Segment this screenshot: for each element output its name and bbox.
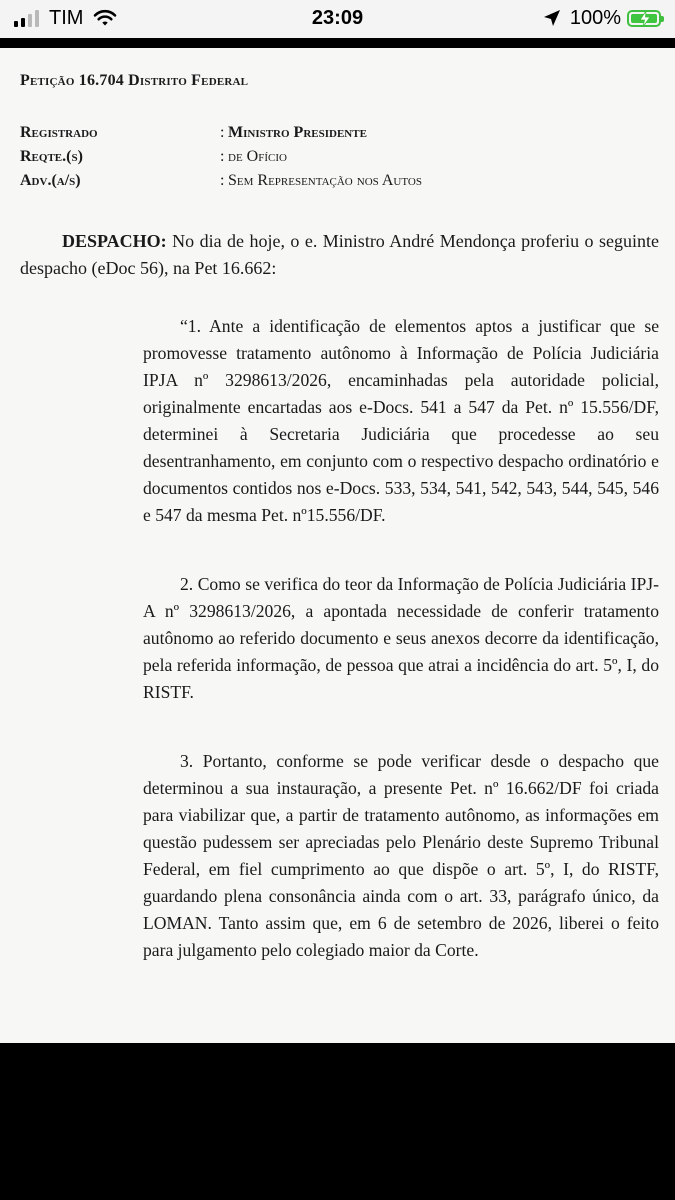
document-title: Petição 16.704 Distrito Federal [20, 72, 249, 89]
despacho-paragraph [20, 228, 659, 282]
party-value: Ministro Presidente [228, 124, 367, 141]
party-label: Registrado [20, 124, 98, 141]
party-value: Sem Representação nos Autos [228, 172, 422, 189]
battery-percent: 100% [569, 7, 621, 29]
quote-paragraph-2: 2. Como se verifica do teor da Informação de Polícia Judiciária IPJ-A nº 3298613/2026, a apontada necessidade de conferir tratamento autônomo ao referido documento e seus anexos decorre da identificação, pela referida informação, de pessoa que atrai a incidência do art. 5º, I, do RISTF. [143, 574, 659, 702]
document-page [0, 48, 675, 1043]
party-colon: : [220, 124, 225, 141]
status-right [542, 7, 661, 29]
quote-paragraph-3: 3. Portanto, conforme se pode verificar desde o despacho que determinou a sua instauração, a presente Pet. nº 16.662/DF foi criada para viabilizar que, a partir de tratamento autônomo, as informações em questão pudessem ser apreciadas pelo Plenário deste Supremo Tribunal Federal, em fiel cumprimento ao que dispõe o art. 5º, I, do RISTF, guardando plena consonância ainda com o art. 33, parágrafo único, da LOMAN. Tanto assim que, em 6 de setembro de 2026, liberei o feito para julgamento pelo colegiado maior da Corte. [143, 751, 659, 960]
location-arrow-icon [542, 8, 562, 28]
party-label: Reqte.(s) [20, 148, 83, 165]
despacho-text: No dia de hoje, o e. Ministro André Mendonça proferiu o seguinte despacho (eDoc 56), na Pet 16.662: [20, 231, 659, 278]
clock: 23:09 [311, 7, 364, 29]
despacho-lead: DESPACHO: [62, 231, 167, 251]
party-value: de Ofício [228, 148, 287, 165]
status-bar [0, 0, 675, 38]
party-colon: : [220, 148, 225, 165]
party-colon: : [220, 172, 225, 189]
party-label: Adv.(a/s) [20, 172, 81, 189]
battery-charging-icon [627, 10, 661, 27]
carrier-name: TIM [49, 7, 84, 29]
quote-paragraph-1: “1. Ante a identificação de elementos aptos a justificar que se promovesse tratamento autônomo à Informação de Polícia Judiciária IPJA nº 3298613/2026, encaminhadas pela autoridade policial, originalmente encartadas aos e-Docs. 541 a 547 da Pet. nº 15.556/DF, determinei à Secretaria Judiciária que procedesse ao seu desentranhamento, em conjunto com o respectivo despacho ordinatório e documentos contidos nos e-Docs. 533, 534, 541, 542, 543, 544, 545, 546 e 547 da mesma Pet. nº15.556/DF. [143, 316, 659, 525]
